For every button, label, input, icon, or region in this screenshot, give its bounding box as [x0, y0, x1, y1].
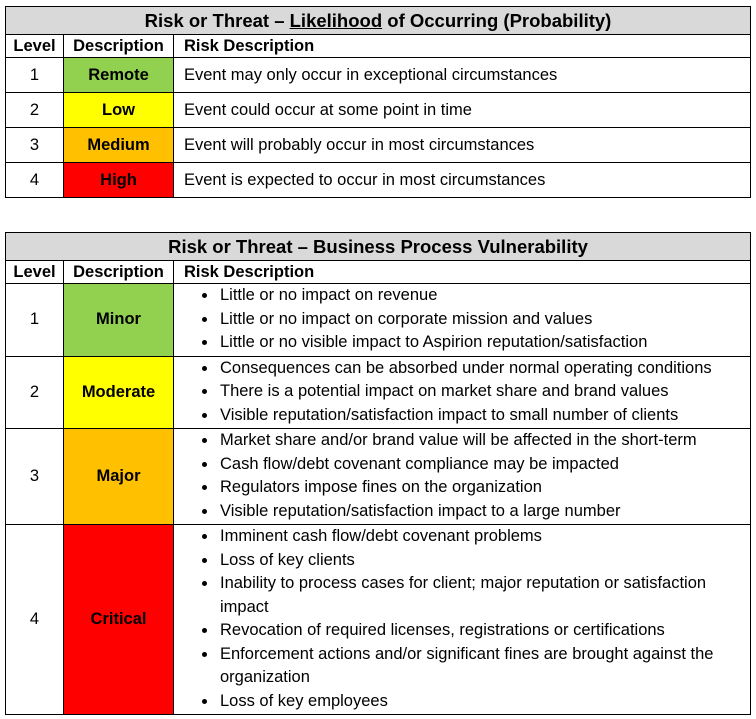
description-cell: Minor [64, 284, 174, 357]
list-item: • Visible reputation/satisfaction impact to a large number [218, 500, 750, 524]
description-cell: Major [64, 429, 174, 525]
risk-description-cell [174, 525, 751, 715]
vulnerability-header-row [6, 261, 751, 284]
header-description: Description [64, 261, 174, 284]
likelihood-table-title [6, 7, 751, 35]
risk-description-cell [174, 356, 751, 429]
table-row [6, 525, 751, 715]
header-risk-description: Risk Description [174, 261, 751, 284]
level-cell: 1 [6, 284, 64, 357]
level-cell: 2 [6, 93, 64, 128]
table-row [6, 284, 751, 357]
level-cell: 1 [6, 58, 64, 93]
description-cell: High [64, 163, 174, 198]
list-item: • Loss of key clients [218, 549, 750, 573]
risk-bullet-list [174, 525, 750, 713]
level-cell: 4 [6, 525, 64, 715]
list-item: • Visible reputation/satisfaction impact to small number of clients [218, 404, 750, 428]
list-item: • Revocation of required licenses, registrations or certifications [218, 619, 750, 643]
level-cell: 3 [6, 128, 64, 163]
risk-bullet-list [174, 429, 750, 523]
table-row [6, 163, 751, 198]
description-cell: Low [64, 93, 174, 128]
list-item: • Enforcement actions and/or significant fines are brought against the organization [218, 643, 750, 690]
risk-description-cell: Event is expected to occur in most circumstances [174, 163, 751, 198]
list-item: • There is a potential impact on market share and brand values [218, 380, 750, 404]
vulnerability-table [5, 232, 751, 715]
list-item: • Consequences can be absorbed under normal operating conditions [218, 357, 750, 381]
risk-bullet-list [174, 357, 750, 428]
level-cell: 3 [6, 429, 64, 525]
risk-bullet-list [174, 284, 750, 355]
list-item: • Inability to process cases for client; major reputation or satisfaction impact [218, 572, 750, 619]
table-row [6, 429, 751, 525]
header-risk-description: Risk Description [174, 35, 751, 58]
level-cell: 2 [6, 356, 64, 429]
likelihood-title-underlined: Likelihood [289, 9, 383, 31]
risk-description-cell [174, 284, 751, 357]
risk-description-cell [174, 429, 751, 525]
header-description: Description [64, 35, 174, 58]
risk-description-cell: Event will probably occur in most circumstances [174, 128, 751, 163]
description-cell: Critical [64, 525, 174, 715]
risk-description-cell: Event could occur at some point in time [174, 93, 751, 128]
likelihood-title-suffix: of Occurring (Probability) [382, 9, 612, 31]
list-item: • Cash flow/debt covenant compliance may be impacted [218, 453, 750, 477]
list-item: • Little or no impact on corporate mission and values [218, 308, 750, 332]
list-item: • Regulators impose fines on the organization [218, 476, 750, 500]
list-item: • Little or no impact on revenue [218, 284, 750, 308]
level-cell: 4 [6, 163, 64, 198]
description-cell: Remote [64, 58, 174, 93]
table-row [6, 93, 751, 128]
header-level: Level [6, 35, 64, 58]
risk-description-cell: Event may only occur in exceptional circumstances [174, 58, 751, 93]
table-row [6, 356, 751, 429]
list-item: • Market share and/or brand value will be affected in the short-term [218, 429, 750, 453]
header-level: Level [6, 261, 64, 284]
likelihood-table [5, 6, 751, 198]
vulnerability-table-title: Risk or Threat – Business Process Vulnerability [6, 233, 751, 261]
likelihood-header-row [6, 35, 751, 58]
list-item: • Little or no visible impact to Aspirion reputation/satisfaction [218, 331, 750, 355]
list-item: • Loss of key employees [218, 690, 750, 714]
description-cell: Moderate [64, 356, 174, 429]
likelihood-title-prefix: Risk or Threat – [144, 9, 290, 31]
description-cell: Medium [64, 128, 174, 163]
table-row [6, 58, 751, 93]
table-row [6, 128, 751, 163]
list-item: • Imminent cash flow/debt covenant problems [218, 525, 750, 549]
